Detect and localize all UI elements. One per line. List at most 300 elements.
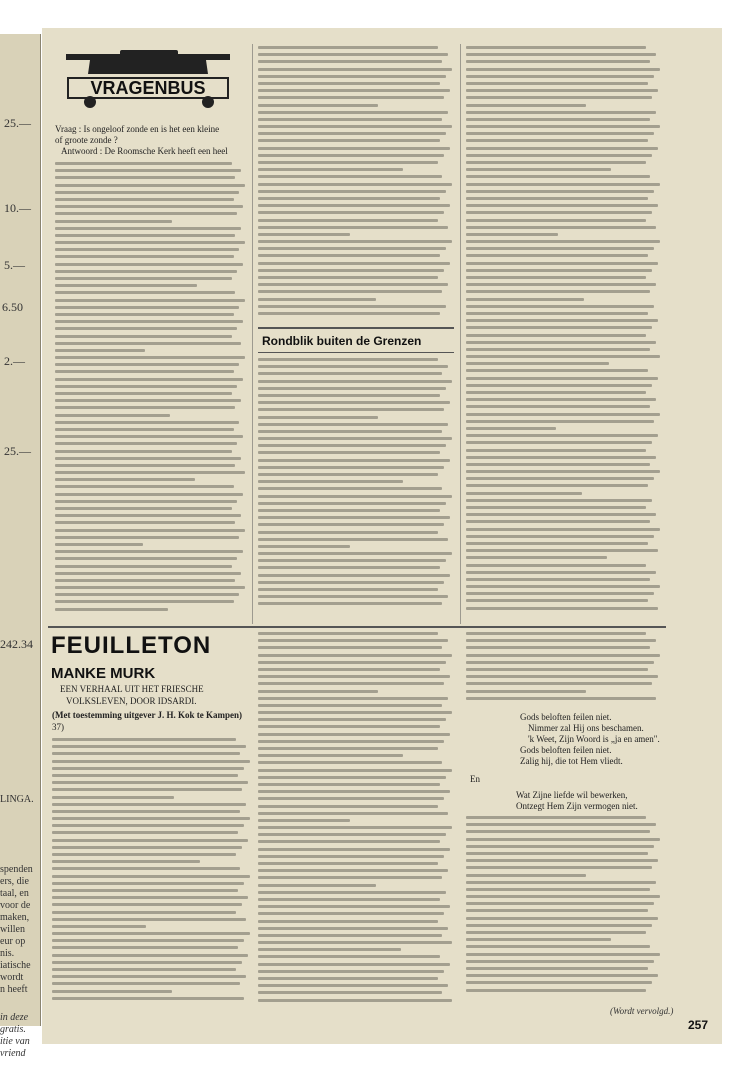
text-line <box>258 898 440 901</box>
vragenbus-intro <box>55 124 247 157</box>
text-line <box>258 776 446 779</box>
text-line <box>466 391 646 394</box>
text-line <box>466 549 658 552</box>
text-line <box>466 211 652 214</box>
text-line <box>258 305 446 308</box>
text-line <box>55 212 237 215</box>
text-line <box>466 125 660 128</box>
text-line <box>258 372 442 375</box>
text-line <box>258 451 440 454</box>
text-line <box>258 559 446 562</box>
rondblik-text-col-2 <box>258 358 454 610</box>
text-line <box>258 437 452 440</box>
text-line <box>258 941 452 944</box>
text-line <box>466 513 656 516</box>
text-line <box>55 493 243 496</box>
feuilleton-text-col-3a <box>466 632 662 704</box>
text-line <box>55 306 239 309</box>
poem-block <box>520 712 660 767</box>
text-line <box>52 875 250 878</box>
text-line <box>52 760 250 763</box>
text-line <box>466 470 660 473</box>
text-line <box>258 927 448 930</box>
text-line <box>258 963 450 966</box>
text-line <box>258 183 452 186</box>
text-line <box>258 147 450 150</box>
text-line <box>258 394 440 397</box>
text-line <box>466 874 586 877</box>
text-line <box>258 387 446 390</box>
text-line <box>258 833 446 836</box>
text-line <box>258 912 444 915</box>
text-line <box>258 826 452 829</box>
text-line <box>258 262 450 265</box>
text-line <box>466 82 648 85</box>
text-line <box>55 335 232 338</box>
text-line <box>258 690 378 693</box>
feuilleton-text-col-1 <box>52 738 252 1004</box>
text-line <box>52 817 250 820</box>
text-line <box>466 477 654 480</box>
text-line <box>466 154 652 157</box>
text-line <box>55 392 232 395</box>
text-line <box>258 805 438 808</box>
text-line <box>466 607 658 610</box>
text-line <box>258 226 448 229</box>
text-line <box>466 895 660 898</box>
text-line <box>55 370 234 373</box>
text-line <box>466 139 648 142</box>
text-line <box>466 816 646 819</box>
text-line <box>466 599 648 602</box>
to-be-continued: (Wordt vervolgd.) <box>610 1006 674 1016</box>
text-line <box>466 484 648 487</box>
text-line <box>258 574 450 577</box>
text-line <box>55 169 241 172</box>
text-line <box>55 399 241 402</box>
text-line <box>258 104 378 107</box>
text-line <box>55 543 143 546</box>
text-line <box>55 363 239 366</box>
text-line <box>55 234 235 237</box>
text-line <box>258 955 440 958</box>
text-line <box>52 860 200 863</box>
story-subtitle: VOLKSLEVEN, DOOR IDSARDI. <box>66 696 197 706</box>
text-line <box>55 500 237 503</box>
text-line <box>52 997 244 1000</box>
text-line <box>258 197 440 200</box>
text-line <box>55 478 195 481</box>
text-line <box>52 774 238 777</box>
text-line <box>466 639 656 642</box>
text-line <box>55 270 237 273</box>
text-line <box>258 444 446 447</box>
text-line <box>466 578 650 581</box>
column-1-text <box>55 162 247 615</box>
text-line <box>466 585 660 588</box>
text-line <box>258 416 378 419</box>
poem-line: Ontzegt Hem Zijn vermogen niet. <box>516 801 638 811</box>
text-line <box>466 427 556 430</box>
text-line <box>258 654 452 657</box>
text-line <box>258 283 448 286</box>
text-line <box>258 68 452 71</box>
text-line <box>258 646 442 649</box>
text-line <box>258 269 444 272</box>
text-line <box>466 931 646 934</box>
text-line <box>55 485 234 488</box>
text-line <box>55 565 232 568</box>
text-line <box>466 269 652 272</box>
poem-line: Gods beloften feilen niet. <box>520 745 612 755</box>
text-line <box>55 277 232 280</box>
text-line <box>466 881 656 884</box>
text-line <box>55 421 239 424</box>
text-line <box>466 697 656 700</box>
text-line <box>258 240 452 243</box>
feuilleton-rule <box>48 626 666 628</box>
text-line <box>258 675 450 678</box>
text-line <box>55 320 243 323</box>
text-line <box>258 312 440 315</box>
text-line <box>258 60 442 63</box>
text-line <box>466 945 650 948</box>
text-line <box>466 118 650 121</box>
text-line <box>55 457 241 460</box>
margin-fragment: willen <box>0 924 25 935</box>
text-line <box>55 284 197 287</box>
text-line <box>466 219 646 222</box>
text-line <box>466 974 658 977</box>
text-line <box>258 862 438 865</box>
margin-fragment: ers, die <box>0 876 29 887</box>
feuilleton-heading: FEUILLETON <box>51 632 212 659</box>
text-line <box>466 852 648 855</box>
story-subtitle: EEN VERHAAL UIT HET FRIESCHE <box>60 684 204 694</box>
text-line <box>258 602 442 605</box>
text-line <box>258 769 452 772</box>
text-line <box>55 572 241 575</box>
margin-fragment: iatische <box>0 960 31 971</box>
text-line <box>258 891 446 894</box>
text-line <box>466 326 652 329</box>
text-line <box>52 975 246 978</box>
text-line <box>55 514 241 517</box>
text-line <box>258 219 438 222</box>
text-line <box>466 535 654 538</box>
text-line <box>466 690 586 693</box>
text-line <box>52 752 240 755</box>
text-line <box>466 341 656 344</box>
text-line <box>55 356 245 359</box>
text-line <box>466 571 656 574</box>
text-line <box>466 247 654 250</box>
text-line <box>55 299 245 302</box>
text-line <box>258 876 442 879</box>
margin-number: 2.— <box>4 354 25 368</box>
text-line <box>258 991 442 994</box>
text-line <box>466 384 652 387</box>
text-line <box>258 797 444 800</box>
text-line <box>52 738 236 741</box>
text-line <box>258 566 440 569</box>
text-line <box>466 46 646 49</box>
text-line <box>55 198 234 201</box>
text-line <box>258 639 448 642</box>
text-line <box>52 810 240 813</box>
text-line <box>466 190 654 193</box>
text-line <box>52 925 146 928</box>
answer-line: Antwoord : De Roomsche Kerk heeft een heel <box>61 146 228 156</box>
margin-fragment: spenden <box>0 864 33 875</box>
text-line <box>52 796 174 799</box>
text-line <box>258 480 403 483</box>
rondblik-text-col-3 <box>466 46 662 614</box>
column-divider <box>460 44 461 624</box>
text-line <box>52 968 236 971</box>
text-line <box>466 132 654 135</box>
text-line <box>466 111 656 114</box>
poem-connector: En <box>470 774 480 784</box>
text-line <box>55 162 232 165</box>
text-line <box>52 767 244 770</box>
text-line <box>258 466 444 469</box>
text-line <box>52 839 248 842</box>
text-line <box>466 226 656 229</box>
text-line <box>466 369 648 372</box>
margin-number: 10.— <box>4 201 31 215</box>
text-line <box>466 492 582 495</box>
text-line <box>466 823 656 826</box>
text-line <box>466 499 652 502</box>
text-line <box>55 550 243 553</box>
text-line <box>55 414 170 417</box>
text-line <box>55 205 243 208</box>
text-line <box>52 939 244 942</box>
text-line <box>55 227 241 230</box>
text-line <box>55 291 235 294</box>
text-line <box>258 168 403 171</box>
story-title: MANKE MURK <box>51 665 156 682</box>
text-line <box>466 888 650 891</box>
text-line <box>55 342 241 345</box>
column-divider <box>252 44 253 624</box>
text-line <box>466 542 648 545</box>
text-line <box>55 191 239 194</box>
text-line <box>258 711 452 714</box>
text-line <box>55 220 172 223</box>
margin-fragment: gratis. <box>0 1024 26 1035</box>
text-line <box>55 442 237 445</box>
text-line <box>466 262 658 265</box>
text-line <box>466 204 658 207</box>
text-line <box>258 740 444 743</box>
margin-fragment: nis. <box>0 948 15 959</box>
text-line <box>258 855 444 858</box>
text-line <box>258 531 438 534</box>
vragenbus-title: VRAGENBUS <box>90 78 206 98</box>
text-line <box>258 661 446 664</box>
text-line <box>466 830 650 833</box>
poem-line: Nimmer zal Hij ons beschamen. <box>528 723 644 733</box>
text-line <box>55 255 234 258</box>
feuilleton-text-col-3b <box>466 816 662 996</box>
text-line <box>258 970 444 973</box>
text-line <box>55 586 245 589</box>
text-line <box>258 380 452 383</box>
text-line <box>466 405 650 408</box>
permission-note: (Met toestemming uitgever J. H. Kok te Kampen) <box>52 710 243 720</box>
text-line <box>466 312 648 315</box>
text-line <box>258 430 442 433</box>
left-page-strip <box>0 34 41 1059</box>
text-line <box>466 53 656 56</box>
text-line <box>258 401 450 404</box>
vragenbus-logo <box>58 48 238 115</box>
text-line <box>258 298 376 301</box>
poem-block <box>516 790 638 812</box>
text-line <box>52 867 240 870</box>
text-line <box>52 932 250 935</box>
text-line <box>258 204 450 207</box>
text-line <box>52 903 242 906</box>
text-line <box>466 556 607 559</box>
text-line <box>466 60 650 63</box>
text-line <box>55 529 245 532</box>
text-line <box>466 838 660 841</box>
text-line <box>258 190 446 193</box>
text-line <box>52 824 244 827</box>
section-rule <box>258 327 454 329</box>
text-line <box>466 632 646 635</box>
text-line <box>258 82 440 85</box>
text-line <box>466 989 646 992</box>
text-line <box>258 276 438 279</box>
text-line <box>55 378 243 381</box>
text-line <box>55 471 245 474</box>
text-line <box>55 579 235 582</box>
text-line <box>258 977 438 980</box>
text-line <box>258 139 440 142</box>
text-line <box>466 953 660 956</box>
text-line <box>52 882 244 885</box>
text-line <box>258 588 438 591</box>
text-line <box>258 523 444 526</box>
section-rule <box>258 352 454 353</box>
text-line <box>466 362 609 365</box>
margin-fragment: in deze <box>0 1012 29 1023</box>
text-line <box>55 536 239 539</box>
text-line <box>55 313 234 316</box>
feuilleton-text-col-2 <box>258 632 454 1006</box>
text-line <box>258 175 442 178</box>
text-line <box>258 934 442 937</box>
text-line <box>466 254 648 257</box>
text-line <box>55 593 239 596</box>
text-line <box>466 233 558 236</box>
text-line <box>258 538 448 541</box>
text-line <box>466 319 658 322</box>
text-line <box>258 473 438 476</box>
text-line <box>466 463 650 466</box>
text-line <box>258 754 403 757</box>
text-line <box>52 831 238 834</box>
text-line <box>466 441 652 444</box>
text-line <box>258 783 440 786</box>
text-line <box>258 761 442 764</box>
text-line <box>258 848 450 851</box>
text-line <box>258 516 450 519</box>
text-line <box>258 132 446 135</box>
text-line <box>52 954 248 957</box>
margin-fragment: wordt <box>0 972 24 983</box>
text-line <box>52 990 172 993</box>
text-line <box>52 896 248 899</box>
text-line <box>258 718 446 721</box>
text-line <box>258 487 442 490</box>
column-2-upper-text <box>258 46 454 319</box>
text-line <box>466 675 658 678</box>
text-line <box>466 168 611 171</box>
text-line <box>55 521 235 524</box>
text-line <box>466 434 658 437</box>
text-line <box>258 812 448 815</box>
text-line <box>258 111 448 114</box>
text-line <box>466 183 660 186</box>
text-line <box>55 263 243 266</box>
text-line <box>52 788 242 791</box>
text-line <box>258 697 448 700</box>
question-line: Vraag : Is ongeloof zonde en is het een kleine <box>55 124 220 134</box>
margin-number: 6.50 <box>2 300 23 314</box>
text-line <box>258 118 442 121</box>
margin-fragment: LINGA. <box>0 794 34 805</box>
text-line <box>258 154 444 157</box>
text-line <box>52 911 236 914</box>
text-line <box>55 428 234 431</box>
text-line <box>55 176 235 179</box>
text-line <box>258 840 440 843</box>
text-line <box>258 552 452 555</box>
text-line <box>258 75 446 78</box>
text-line <box>466 334 646 337</box>
text-line <box>258 161 438 164</box>
text-line <box>52 846 242 849</box>
margin-number: 25.— <box>4 444 31 458</box>
text-line <box>258 509 440 512</box>
text-line <box>466 960 654 963</box>
text-line <box>466 592 654 595</box>
text-line <box>466 646 650 649</box>
margin-fragment: vriend <box>0 1048 26 1059</box>
rondblik-heading: Rondblik buiten de Grenzen <box>262 334 422 348</box>
text-line <box>258 581 444 584</box>
margin-fragment: itie van <box>0 1036 30 1047</box>
text-line <box>466 96 652 99</box>
text-line <box>258 365 448 368</box>
margin-number: 25.— <box>4 116 31 130</box>
text-line <box>258 999 452 1002</box>
margin-number: 5.— <box>4 258 25 272</box>
text-line <box>55 600 234 603</box>
text-line <box>466 104 586 107</box>
text-line <box>55 248 239 251</box>
text-line <box>466 348 650 351</box>
text-line <box>55 608 168 611</box>
text-line <box>466 398 656 401</box>
text-line <box>55 507 232 510</box>
text-line <box>258 53 448 56</box>
